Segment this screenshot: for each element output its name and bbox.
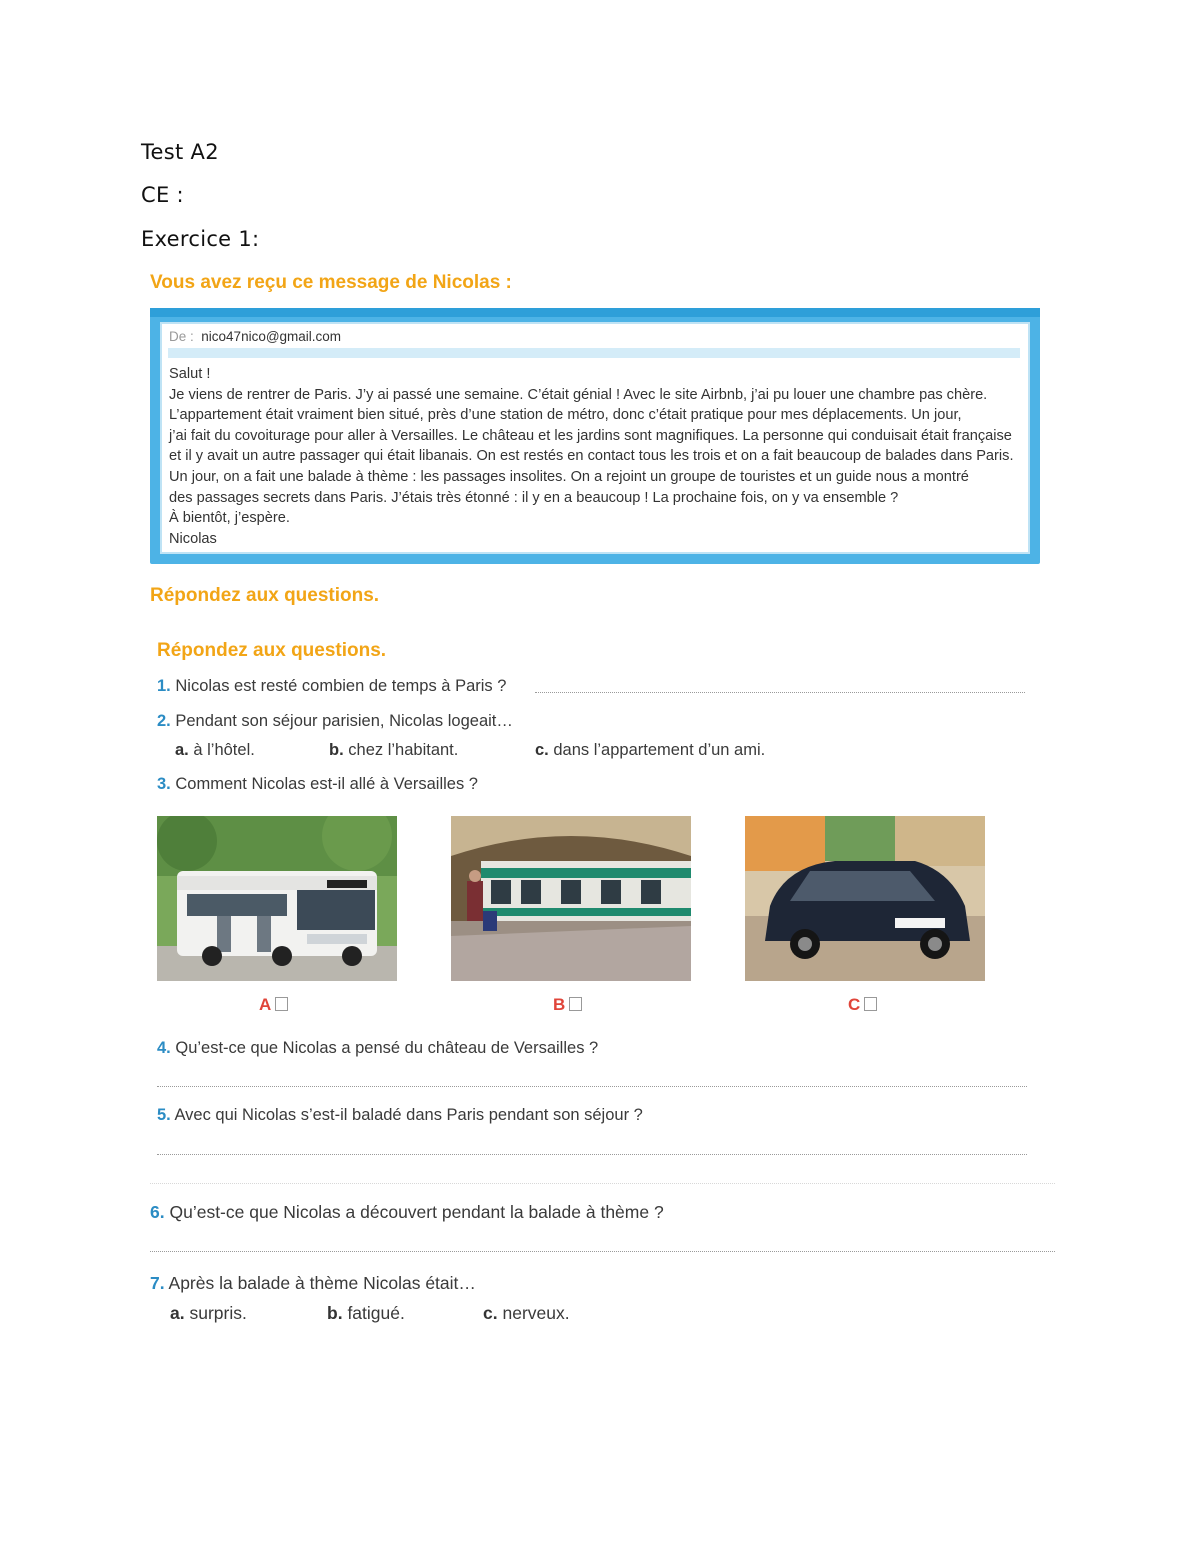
question-number: 4.	[157, 1039, 171, 1057]
checkbox-icon[interactable]	[569, 997, 582, 1011]
question-text: Après la balade à thème Nicolas était…	[168, 1273, 476, 1293]
option-7a[interactable]	[170, 1303, 247, 1324]
answer-line-6[interactable]	[150, 1251, 1055, 1252]
option-text: fatigué.	[347, 1303, 405, 1323]
test-title: Test A2	[141, 140, 219, 164]
email-frame-topbar	[150, 308, 1040, 317]
email-line: Salut !	[169, 366, 211, 382]
option-text: à l’hôtel.	[193, 741, 255, 759]
question-4	[157, 1039, 598, 1058]
choice-b[interactable]	[553, 995, 582, 1015]
choice-c[interactable]	[848, 995, 877, 1015]
answer-line-5[interactable]	[157, 1154, 1027, 1155]
option-letter: c.	[483, 1303, 498, 1323]
option-letter: a.	[170, 1303, 185, 1323]
option-7b[interactable]	[327, 1303, 405, 1324]
option-letter: b.	[329, 741, 344, 759]
answer-line-4[interactable]	[157, 1086, 1027, 1087]
question-text: Comment Nicolas est-il allé à Versailles ?	[175, 775, 478, 793]
question-number: 6.	[150, 1202, 165, 1222]
choice-a[interactable]	[259, 995, 288, 1015]
question-number: 3.	[157, 775, 171, 793]
email-line: Je viens de rentrer de Paris. J’y ai passé une semaine. C’était génial ! Avec le site Airbnb, j’ai pu louer une chambre pas chère.	[169, 386, 988, 403]
email-from	[169, 327, 341, 348]
question-number: 5.	[157, 1106, 171, 1124]
option-letter: b.	[327, 1303, 343, 1323]
email-header-band	[168, 348, 1020, 358]
metro-photo	[451, 816, 691, 981]
question-number: 2.	[157, 712, 171, 730]
question-3	[157, 775, 478, 794]
option-letter: a.	[175, 741, 189, 759]
option-text: chez l’habitant.	[348, 741, 459, 759]
email-line: et il y avait un autre passager qui était libanais. On est restés en contact tous les trois et on a fait beaucoup de balades dans Paris.	[169, 448, 1014, 465]
question-text: Qu’est-ce que Nicolas a pensé du château de Versailles ?	[175, 1039, 599, 1057]
email-line: j’ai fait du covoiturage pour aller à Versailles. Le château et les jardins sont magnifiques. La personne qui conduisait était française	[169, 427, 1012, 444]
instruction-heading: Répondez aux questions.	[150, 585, 380, 606]
email-from-label: De :	[169, 329, 194, 344]
checkbox-icon[interactable]	[864, 997, 877, 1011]
option-2b[interactable]	[329, 741, 458, 760]
choice-letter: A	[259, 995, 272, 1014]
email-from-address: nico47nico@gmail.com	[201, 329, 342, 344]
checkbox-icon[interactable]	[275, 997, 288, 1011]
question-text: Qu’est-ce que Nicolas a découvert pendant la balade à thème ?	[169, 1202, 664, 1222]
option-2c[interactable]	[535, 741, 765, 760]
option-7c[interactable]	[483, 1303, 570, 1324]
email-line: L’appartement était vraiment bien situé, près d’une station de métro, donc c’était pratique pour mes déplacements. Un jour,	[169, 407, 962, 424]
option-text: nerveux.	[502, 1303, 570, 1323]
bus-photo	[157, 816, 397, 981]
option-2a[interactable]	[175, 741, 255, 760]
section-separator	[150, 1183, 1055, 1184]
email-line: des passages secrets dans Paris. J’étais très étonné : il y en a beaucoup ! La prochaine fois, on y va ensemble ?	[169, 489, 899, 506]
section-label: CE :	[141, 183, 184, 207]
question-text: Nicolas est resté combien de temps à Paris ?	[175, 677, 507, 695]
question-1	[157, 677, 506, 696]
email-line: À bientôt, j’espère.	[169, 510, 290, 527]
choice-letter: C	[848, 995, 861, 1014]
email-line: Un jour, on a fait une balade à thème : les passages insolites. On a rejoint un groupe de touristes et un guide nous a montré	[169, 468, 969, 485]
answer-line-1[interactable]	[535, 692, 1025, 693]
email-body	[169, 364, 1029, 549]
instruction-heading-repeat: Répondez aux questions.	[157, 640, 387, 661]
question-text: Pendant son séjour parisien, Nicolas logeait…	[175, 712, 513, 730]
option-text: surpris.	[189, 1303, 247, 1323]
question-6	[150, 1202, 664, 1223]
option-text: dans l’appartement d’un ami.	[553, 741, 766, 759]
choice-letter: B	[553, 995, 566, 1014]
question-2	[157, 712, 513, 731]
intro-heading: Vous avez reçu ce message de Nicolas :	[150, 272, 512, 293]
question-number: 7.	[150, 1273, 165, 1293]
car-photo	[745, 816, 985, 981]
question-number: 1.	[157, 677, 171, 695]
exercise-label: Exercice 1:	[141, 227, 260, 251]
question-5	[157, 1106, 643, 1125]
option-letter: c.	[535, 741, 549, 759]
question-7	[150, 1273, 476, 1294]
question-text: Avec qui Nicolas s’est-il baladé dans Paris pendant son séjour ?	[174, 1106, 643, 1124]
email-line: Nicolas	[169, 530, 217, 547]
